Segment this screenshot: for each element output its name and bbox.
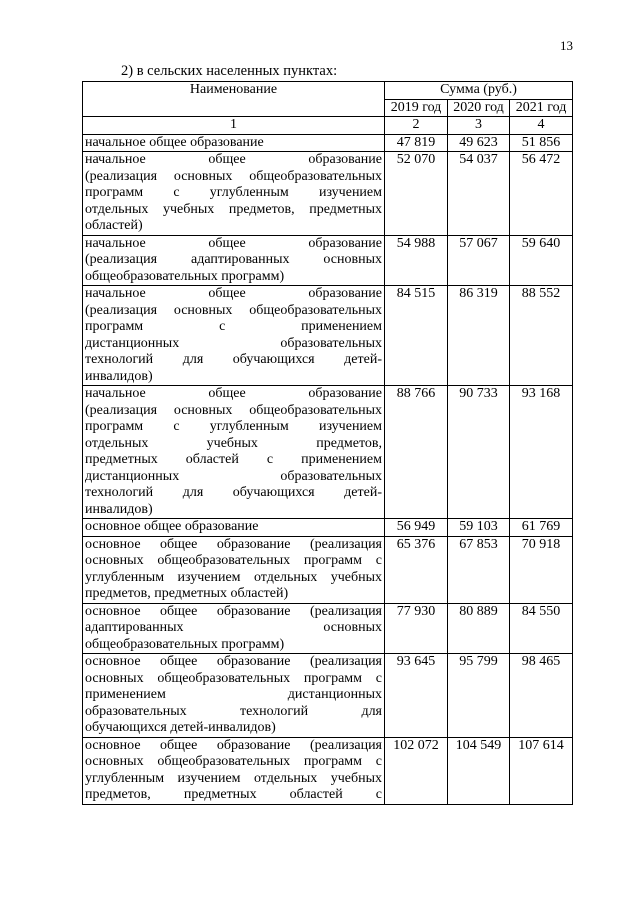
row-name-line: основное общее образование (реализация	[85, 536, 382, 552]
row-name-line: начальное общее образование	[85, 286, 382, 301]
table-row	[83, 737, 573, 804]
row-name-line: основных общеобразовательных программ с	[85, 670, 382, 686]
row-value-cell: 80 889	[448, 603, 510, 654]
row-value-cell: 84 550	[510, 603, 573, 654]
row-value-cell: 57 067	[448, 235, 510, 286]
row-name-line: (реализация основных общеобразовательных	[85, 168, 382, 184]
table-row	[83, 536, 573, 603]
table-row	[83, 235, 573, 286]
table-row	[83, 386, 573, 519]
table-row	[83, 519, 573, 537]
row-value-cell: 52 070	[385, 152, 448, 236]
table-row	[83, 152, 573, 236]
row-value-cell: 70 918	[510, 536, 573, 603]
table-row	[83, 654, 573, 738]
row-name-line: обучающихся детей-инвалидов)	[85, 720, 276, 735]
year-header: 2019 год	[385, 99, 448, 117]
row-name-line: основное общее образование (реализация	[85, 737, 382, 753]
row-name-line: отдельных учебных предметов,	[85, 435, 382, 451]
column-number: 1	[83, 117, 385, 135]
row-value-cell: 93 168	[510, 386, 573, 519]
row-name-cell	[83, 235, 385, 286]
year-header: 2021 год	[510, 99, 573, 117]
row-value-cell: 88 552	[510, 286, 573, 386]
row-name-cell	[83, 152, 385, 236]
row-name-line: предметов, предметных областей)	[85, 586, 289, 601]
section-heading: 2) в сельских населенных пунктах:	[121, 63, 338, 79]
row-value-cell: 59 103	[448, 519, 510, 537]
row-value-cell: 84 515	[385, 286, 448, 386]
table-row	[83, 286, 573, 386]
row-name-cell	[83, 603, 385, 654]
row-name-cell	[83, 134, 385, 152]
column-number: 3	[448, 117, 510, 135]
row-name-line: общеобразовательных программ)	[85, 636, 285, 652]
row-name-line: инвалидов)	[85, 368, 153, 384]
year-header: 2020 год	[448, 99, 510, 117]
name-column-header: Наименование	[83, 82, 385, 117]
row-name-line: углубленным изучением отдельных учебных	[85, 770, 382, 786]
row-value-cell: 49 623	[448, 134, 510, 152]
table-row	[83, 134, 573, 152]
row-name-line: общеобразовательных программ)	[85, 268, 285, 284]
row-name-line: основное общее образование (реализация	[85, 603, 382, 619]
row-name-line: начальное общее образование	[85, 134, 264, 150]
row-name-line: основных общеобразовательных программ с	[85, 754, 382, 769]
row-value-cell: 104 549	[448, 737, 510, 804]
row-name-cell	[83, 536, 385, 603]
row-name-line: начальное общее образование	[85, 235, 382, 251]
row-name-line: инвалидов)	[85, 501, 153, 517]
row-name-cell	[83, 386, 385, 519]
row-name-line: основное общее образование (реализация	[85, 654, 382, 669]
row-value-cell: 98 465	[510, 654, 573, 738]
row-name-line: областей)	[85, 218, 143, 233]
row-value-cell: 51 856	[510, 134, 573, 152]
row-name-line: начальное общее образование	[85, 152, 382, 167]
sum-column-header: Сумма (руб.)	[385, 82, 573, 100]
row-name-line: программ с углубленным изучением	[85, 419, 382, 434]
row-value-cell: 95 799	[448, 654, 510, 738]
row-value-cell: 90 733	[448, 386, 510, 519]
row-name-line: технологий для обучающихся детей-	[85, 352, 382, 367]
row-value-cell: 88 766	[385, 386, 448, 519]
row-name-line: основных общеобразовательных программ с	[85, 553, 382, 568]
row-name-cell	[83, 286, 385, 386]
row-value-cell: 93 645	[385, 654, 448, 738]
row-value-cell: 56 472	[510, 152, 573, 236]
row-value-cell: 86 319	[448, 286, 510, 386]
row-name-line: начальное общее образование	[85, 386, 382, 401]
row-value-cell: 54 988	[385, 235, 448, 286]
row-name-cell	[83, 654, 385, 738]
row-name-line: предметных областей с применением	[85, 452, 382, 467]
row-name-line: дистанционных образовательных	[85, 468, 382, 484]
row-name-line: углубленным изучением отдельных учебных	[85, 569, 382, 585]
row-value-cell: 61 769	[510, 519, 573, 537]
row-value-cell: 56 949	[385, 519, 448, 537]
row-name-line: отдельных учебных предметов, предметных	[85, 201, 382, 217]
row-name-line: основное общее образование	[85, 519, 259, 534]
table-row	[83, 603, 573, 654]
row-name-line: адаптированных основных	[85, 620, 382, 635]
row-value-cell: 65 376	[385, 536, 448, 603]
row-value-cell: 47 819	[385, 134, 448, 152]
row-name-line: предметов, предметных областей с	[85, 787, 382, 802]
budget-table	[82, 81, 573, 805]
row-name-line: образовательных технологий для	[85, 703, 382, 719]
header-row-column-numbers	[83, 117, 573, 135]
row-name-line: применением дистанционных	[85, 687, 382, 702]
row-value-cell: 67 853	[448, 536, 510, 603]
row-name-cell	[83, 519, 385, 537]
row-name-cell	[83, 737, 385, 804]
row-value-cell: 77 930	[385, 603, 448, 654]
row-name-line: технологий для обучающихся детей-	[85, 485, 382, 500]
row-value-cell: 59 640	[510, 235, 573, 286]
row-name-line: дистанционных образовательных	[85, 335, 382, 351]
row-name-line: (реализация основных общеобразовательных	[85, 302, 382, 318]
row-value-cell: 102 072	[385, 737, 448, 804]
row-value-cell: 54 037	[448, 152, 510, 236]
page-number: 13	[560, 38, 573, 53]
column-number: 4	[510, 117, 573, 135]
row-name-line: (реализация основных общеобразовательных	[85, 402, 382, 418]
row-name-line: программ с применением	[85, 319, 382, 334]
row-name-line: (реализация адаптированных основных	[85, 252, 382, 267]
row-name-line: программ с углубленным изучением	[85, 185, 382, 200]
header-row-1	[83, 82, 573, 100]
column-number: 2	[385, 117, 448, 135]
row-value-cell: 107 614	[510, 737, 573, 804]
